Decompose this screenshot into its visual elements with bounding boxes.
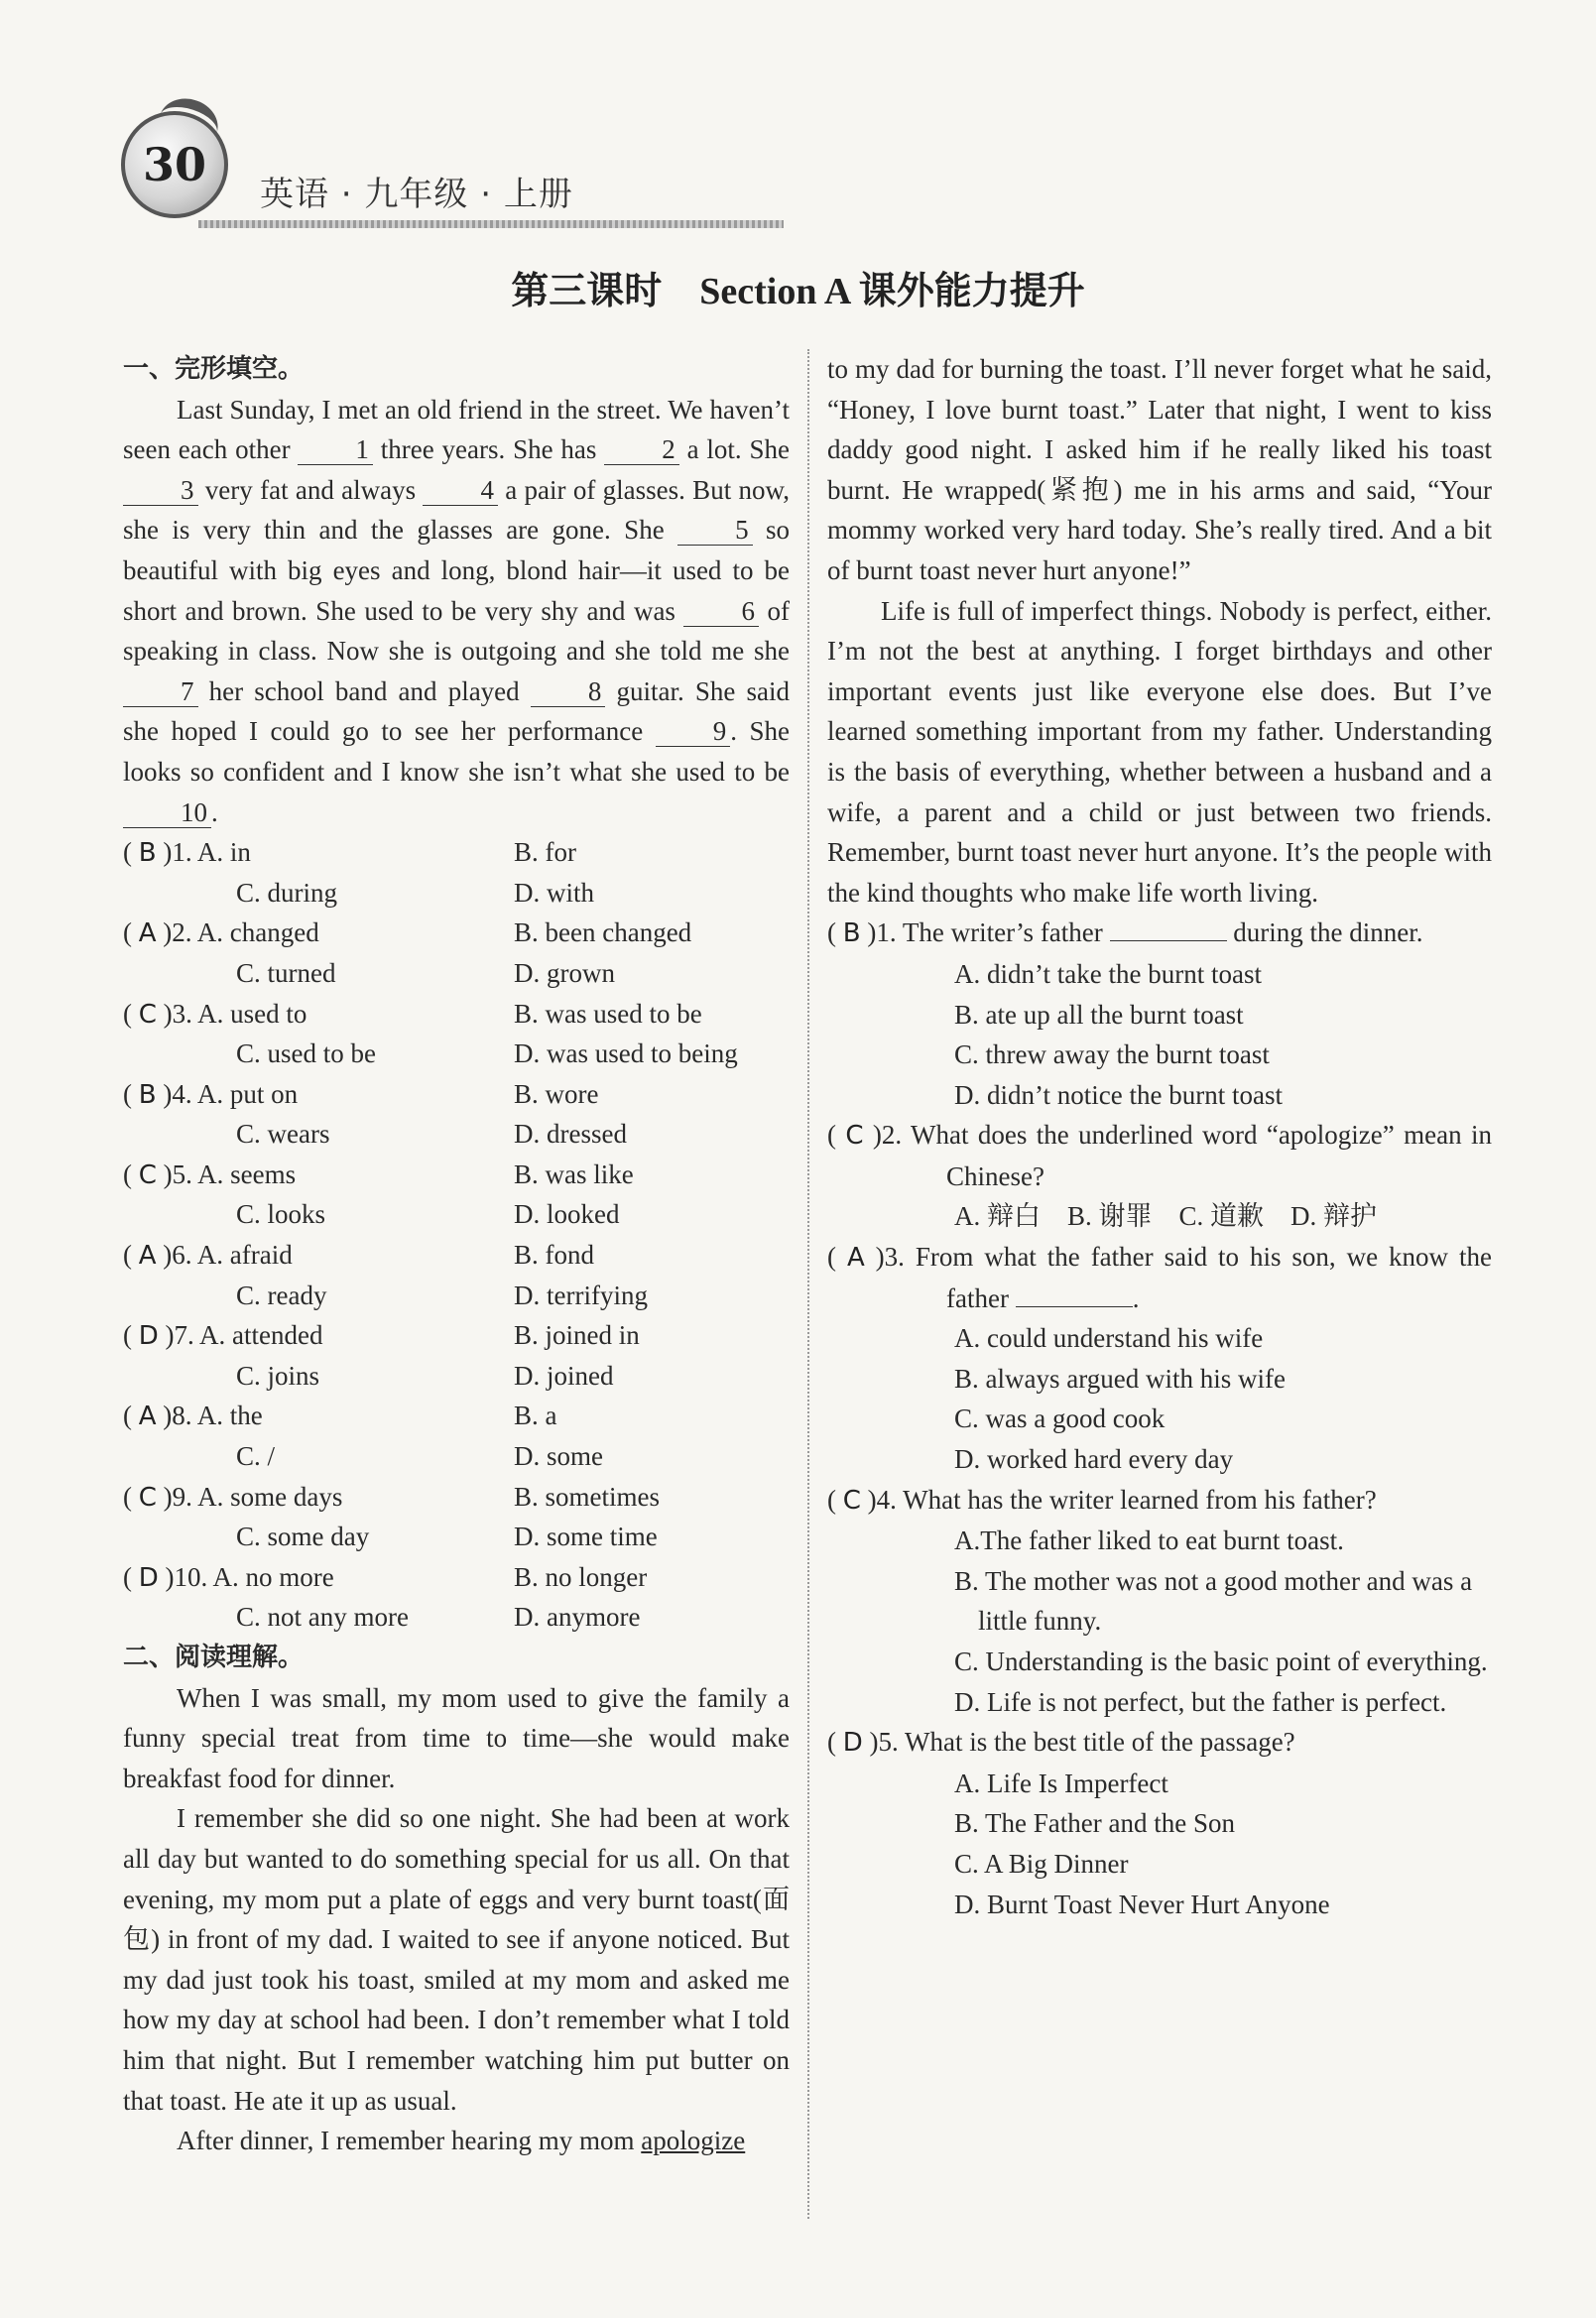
option-b: B. sometimes [514,1481,660,1512]
bracket-close: ) [156,1481,173,1512]
question-number: 5. [878,1727,906,1758]
option-a: A. afraid [191,1240,293,1271]
cloze-item [123,832,790,873]
passage-text: . She looks so confident and I know she isn’t what she used to be [123,716,790,787]
question-stem: From what the father said to his son, we know the father [915,1242,1492,1313]
cloze-item-second-line [123,1517,790,1557]
question-option: C. was a good cook [954,1403,1166,1434]
bracket-close: ) [158,1320,175,1351]
option-c: C. during [236,877,338,908]
cloze-item [123,1235,790,1276]
cloze-item-second-line [123,873,790,914]
cloze-items [123,832,790,1638]
option-d: D. dressed [514,1119,627,1150]
question-number: 2. [881,1120,912,1151]
bracket-open: ( [827,917,843,948]
cloze-item [123,1557,790,1598]
cloze-item [123,1155,790,1195]
question-number: 1. [876,917,903,948]
cloze-item-first-line [123,1557,514,1598]
cloze-heading: 一、完形填空。 [123,354,305,384]
option-c: C. used to be [236,1038,376,1069]
reading-heading: 二、阅读理解。 [123,1643,305,1672]
option-c: C. some day [236,1522,370,1552]
passage-text: her school band and played [197,675,531,706]
left-column [123,349,790,2161]
option-a: A. changed [191,917,319,948]
option-b: B. wore [514,1078,599,1109]
passage-text: guitar. She said she hoped I could go to see her performance [123,675,790,747]
item-number: 8. [172,1401,192,1431]
question-stem-end: . [1132,1282,1140,1313]
cloze-item-second-line [123,1194,790,1235]
bracket-open: ( [827,1120,846,1151]
bracket-close: ) [864,1242,885,1273]
answer-letter: D [138,1562,159,1593]
passage-text: a lot. She [678,434,790,465]
bracket-close: ) [862,1727,879,1758]
item-number: 2. [172,917,192,948]
cloze-item [123,994,790,1035]
answer-letter: C [842,1485,861,1516]
option-d: D. anymore [514,1602,641,1633]
cloze-item [123,1315,790,1356]
cloze-item [123,1396,790,1436]
option-b: B. was like [514,1159,634,1189]
answer-letter: C [138,999,157,1030]
cloze-item-second-line [123,1276,790,1316]
answer-letter: C [138,1159,157,1190]
option-a: A. the [191,1401,263,1431]
blank-5: 5 [677,515,753,546]
cloze-item [123,1477,790,1518]
option-b: B. been changed [514,917,692,948]
option-c: C. ready [236,1280,327,1310]
reading-paragraph-3-start [123,2121,790,2161]
blank-7: 7 [123,676,198,707]
option-b: B. for [514,837,576,868]
question-option: B. always argued with his wife [954,1363,1286,1394]
reading-question [827,1115,1492,1196]
question-option: A. could understand his wife [954,1323,1264,1354]
cloze-item-first-line [123,1235,514,1276]
item-number: 7. [174,1320,194,1351]
cloze-passage [123,390,790,833]
option-a: A. used to [191,998,307,1029]
reading-question [827,1480,1492,1522]
bracket-close: ) [156,917,173,948]
cloze-item-first-line [123,1315,514,1356]
column-divider [807,349,809,2219]
cloze-item-first-line [123,832,514,873]
cloze-item-first-line [123,1396,514,1436]
bracket-open: ( [123,1561,139,1592]
question-option: C. threw away the burnt toast [954,1039,1270,1070]
option-d: D. terrifying [514,1280,648,1310]
passage-text: a pair of glasses. But now, she is very thin and the glasses are gone. She [123,474,790,546]
blank-1: 1 [298,434,373,465]
bracket-close: ) [860,1484,877,1515]
question-stem: What has the writer learned from his father? [903,1484,1377,1515]
answer-letter: C [845,1121,864,1152]
question-stem: What does the underlined word “apologize” mean in Chinese? [911,1120,1492,1191]
answer-blank [1110,940,1227,941]
item-number: 3. [172,998,192,1029]
reading-question [827,1237,1492,1318]
book-title: 英语 · 九年级 · 上册 [260,175,573,214]
option-a: A. no more [207,1561,334,1592]
passage-text: of speaking in class. Now she is outgoing and she told me she [123,595,791,667]
question-option: D. worked hard every day [954,1444,1234,1475]
cloze-item-second-line [123,1356,790,1397]
passage-text: three years. She has [372,434,605,465]
blank-2: 2 [604,434,679,465]
section-title: 第三课时 Section A 课外能力提升 [511,271,1085,312]
blank-10: 10 [123,797,211,828]
cloze-item-second-line [123,1034,790,1074]
bracket-close: ) [156,1240,173,1271]
option-a: A. put on [191,1078,299,1109]
question-option: A. didn’t take the burnt toast [954,958,1262,989]
reading-questions [827,913,1492,1924]
item-number: 9. [172,1481,192,1512]
question-stem: What is the best title of the passage? [905,1727,1295,1758]
option-c: C. not any more [236,1602,409,1633]
option-a: A. seems [191,1159,297,1189]
page-number: 30 [142,138,206,191]
option-c: C. / [236,1441,276,1472]
bracket-close: ) [156,1159,173,1189]
item-number: 10. [174,1561,208,1592]
answer-letter: A [138,1402,157,1432]
reading-question [827,1722,1492,1764]
question-option: D. didn’t notice the burnt toast [954,1079,1283,1110]
cloze-item-first-line [123,1074,514,1115]
passage-text: so beautiful with big eyes and long, blond hair—it used to be short and brown. She used to be very shy and was [123,515,790,626]
bracket-open: ( [123,1481,139,1512]
blank-4: 4 [423,475,498,506]
option-a: A. attended [193,1320,323,1351]
reading-paragraph-1: When I was small, my mom used to give the family a funny special treat from time to time—she would make breakfast food for dinner. [123,1682,790,1793]
bracket-open: ( [123,1401,139,1431]
answer-letter: B [138,1079,157,1110]
bracket-open: ( [123,917,139,948]
bracket-open: ( [123,1078,139,1109]
answer-blank [1016,1306,1133,1307]
answer-letter: A [846,1243,865,1274]
question-option: A. 辩白 B. 谢罪 C. 道歉 D. 辩护 [954,1201,1378,1232]
question-option: B. The Father and the Son [954,1808,1235,1839]
option-d: D. was used to being [514,1038,738,1069]
bracket-open: ( [123,1240,139,1271]
answer-letter: A [138,1241,157,1272]
question-option: D. Burnt Toast Never Hurt Anyone [954,1889,1330,1919]
bracket-close: ) [156,1078,173,1109]
bracket-open: ( [827,1484,843,1515]
question-number: 3. [884,1242,916,1273]
blank-9: 9 [656,716,731,747]
option-d: D. grown [514,957,615,988]
question-option: D. Life is not perfect, but the father is perfect. [954,1686,1447,1717]
cloze-item-second-line [123,953,790,994]
question-stem-end: during the dinner. [1226,917,1423,948]
option-d: D. some [514,1441,603,1472]
bracket-open: ( [123,1320,139,1351]
bracket-open: ( [123,998,139,1029]
bracket-close: ) [156,837,173,868]
option-b: B. a [514,1401,557,1431]
item-number: 4. [172,1078,192,1109]
cloze-item-second-line [123,1114,790,1155]
passage-text: very fat and always [197,474,424,505]
item-number: 5. [172,1159,192,1189]
reading-paragraph-4: Life is full of imperfect things. Nobody is perfect, either. I’m not the best at anything. I forget birthdays and other important events just like everyone else does. But I’ve learned something important from my father. Understanding is the basis of everything, whether between a husband and a wife, a parent and a child or just between two friends. Remember, burnt toast never hurt anyone. It’s the people with the kind thoughts who make life worth living. [827,595,1492,908]
cloze-item-first-line [123,913,514,953]
option-a: A. some days [191,1481,343,1512]
apologize-underlined: apologize [641,2126,746,2156]
bracket-open: ( [123,837,139,868]
cloze-item-first-line [123,1155,514,1195]
answer-letter: B [842,918,861,949]
blank-3: 3 [123,475,198,506]
answer-letter: C [138,1482,157,1513]
reading-paragraph-2: I remember she did so one night. She had been at work all day but wanted to do something special for us all. On that evening, my mom put a plate of eggs and very burnt toast(面包) in front of my dad. I waited to see if anyone noticed. But my dad just took his toast, smiled at my mom and asked me how my day at school had been. I don’t remember what I told him that night. But I remember watching him put butter on that toast. He ate it up as usual. [123,1803,790,2116]
bracket-close: ) [156,998,173,1029]
bracket-open: ( [827,1242,847,1273]
option-d: D. some time [514,1522,658,1552]
right-column [827,349,1492,1924]
cloze-item-second-line [123,1597,790,1638]
question-option: A.The father liked to eat burnt toast. [954,1525,1344,1556]
item-number: 6. [172,1240,192,1271]
option-d: D. joined [514,1360,614,1391]
cloze-item-first-line [123,1477,514,1518]
question-option: C. Understanding is the basic point of everything. [954,1647,1488,1676]
passage-text: . [211,796,218,827]
option-a: A. in [191,837,251,868]
option-d: D. looked [514,1199,620,1230]
question-option: B. ate up all the burnt toast [954,999,1244,1030]
reading-paragraph-3-cont: to my dad for burning the toast. I’ll never forget what he said, “Honey, I love burnt toast.” Later that night, I went to kiss daddy good night. I asked him if he really liked his toast burnt. He wrapped(紧抱) me in his arms and said, “Your mommy worked very hard today. She’s really tired. And a bit of burnt toast never hurt anyone!” [827,354,1492,585]
item-number: 1. [172,837,192,868]
cloze-item-second-line [123,1436,790,1477]
reading-question [827,913,1492,954]
option-c: C. looks [236,1199,326,1230]
answer-letter: D [138,1321,159,1352]
cloze-item [123,1074,790,1115]
passage-text: Last Sunday, I met an old friend in the street. We haven’t seen each other [123,394,790,465]
option-c: C. joins [236,1360,320,1391]
option-d: D. with [514,877,594,908]
option-b: B. joined in [514,1320,640,1351]
question-number: 4. [876,1484,904,1515]
question-option: C. A Big Dinner [954,1848,1129,1879]
question-option: B. The mother was not a good mother and was a little funny. [954,1565,1473,1637]
bracket-close: ) [156,1401,173,1431]
bracket-open: ( [123,1159,139,1189]
cloze-item [123,913,790,953]
blank-6: 6 [683,596,759,627]
option-c: C. wears [236,1119,330,1150]
question-stem: The writer’s father [902,917,1110,948]
answer-letter: D [842,1728,863,1759]
question-option: A. Life Is Imperfect [954,1768,1168,1798]
cloze-item-first-line [123,994,514,1035]
bracket-close: ) [863,1120,882,1151]
para3-pre: After dinner, I remember hearing my mom [177,2126,642,2156]
option-b: B. no longer [514,1561,648,1592]
blank-8: 8 [531,676,606,707]
answer-letter: B [138,838,157,869]
option-b: B. fond [514,1240,594,1271]
bracket-close: ) [860,917,877,948]
option-c: C. turned [236,957,336,988]
header-rule [198,220,784,228]
bracket-close: ) [158,1561,175,1592]
bracket-open: ( [827,1727,843,1758]
option-b: B. was used to be [514,998,702,1029]
page-number-badge [121,111,228,218]
answer-letter: A [138,918,157,949]
